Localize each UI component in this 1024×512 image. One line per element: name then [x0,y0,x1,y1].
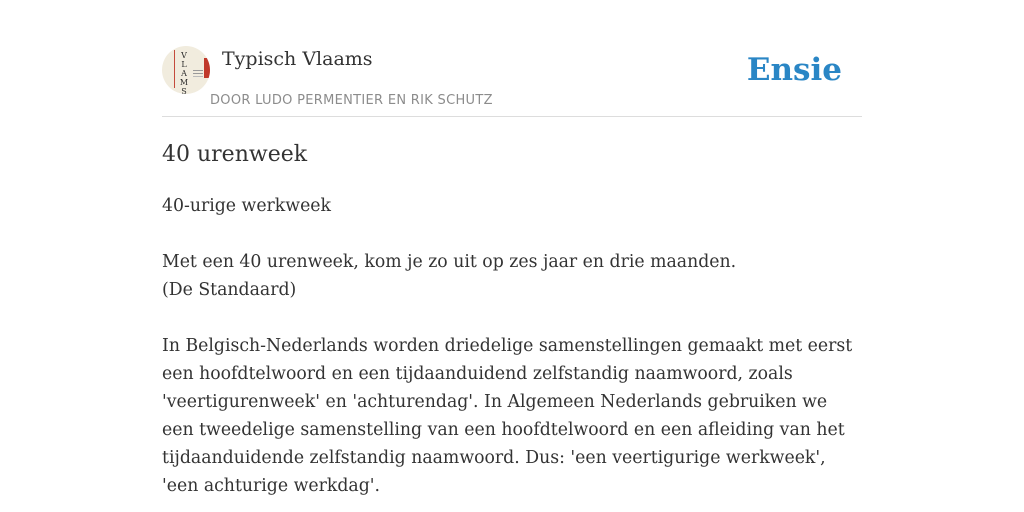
cover-letter-m: M [179,78,189,87]
book-authors: DOOR LUDO PERMENTIER EN RIK SCHUTZ [210,93,493,108]
entry-example [162,248,862,304]
book-cover-image[interactable] [162,46,210,94]
entry-body [162,192,862,512]
cover-letter-l: L [181,60,187,69]
cover-accent-bar [204,58,210,78]
cover-title-letters [178,51,190,94]
entry-explanation: In Belgisch-Nederlands worden driedelige samenstellingen gemaakt met eerst een hoofdtelwoord en een tijdaanduidend zelfstandig naamwoord, zoals 'veertigurenweek' en 'achturendag'. In Algemeen Nederlands gebruiken we een tweedelige samenstelling van een hoofdtelwoord en een afleiding van het tijdaanduidende zelfstandig naamwoord. Dus: 'een veertigurige werkweek', 'een achturige werkdag'. [162,336,853,496]
entry-definition: 40-urige werkweek [162,196,331,216]
cover-letter-v: V [181,51,187,60]
ensie-logo-link[interactable]: Ensie [746,52,842,88]
cover-fine-print [193,70,203,71]
page-header [162,46,862,117]
cover-letter-a: A [181,69,187,78]
book-title[interactable]: Typisch Vlaams [222,48,373,70]
cover-letter-s: S [181,87,187,94]
cover-decoration-line [174,50,175,88]
entry-title: 40 urenweek [162,142,308,167]
example-source: (De Standaard) [162,280,297,300]
example-sentence: Met een 40 urenweek, kom je zo uit op zes jaar en drie maanden. [162,252,737,272]
